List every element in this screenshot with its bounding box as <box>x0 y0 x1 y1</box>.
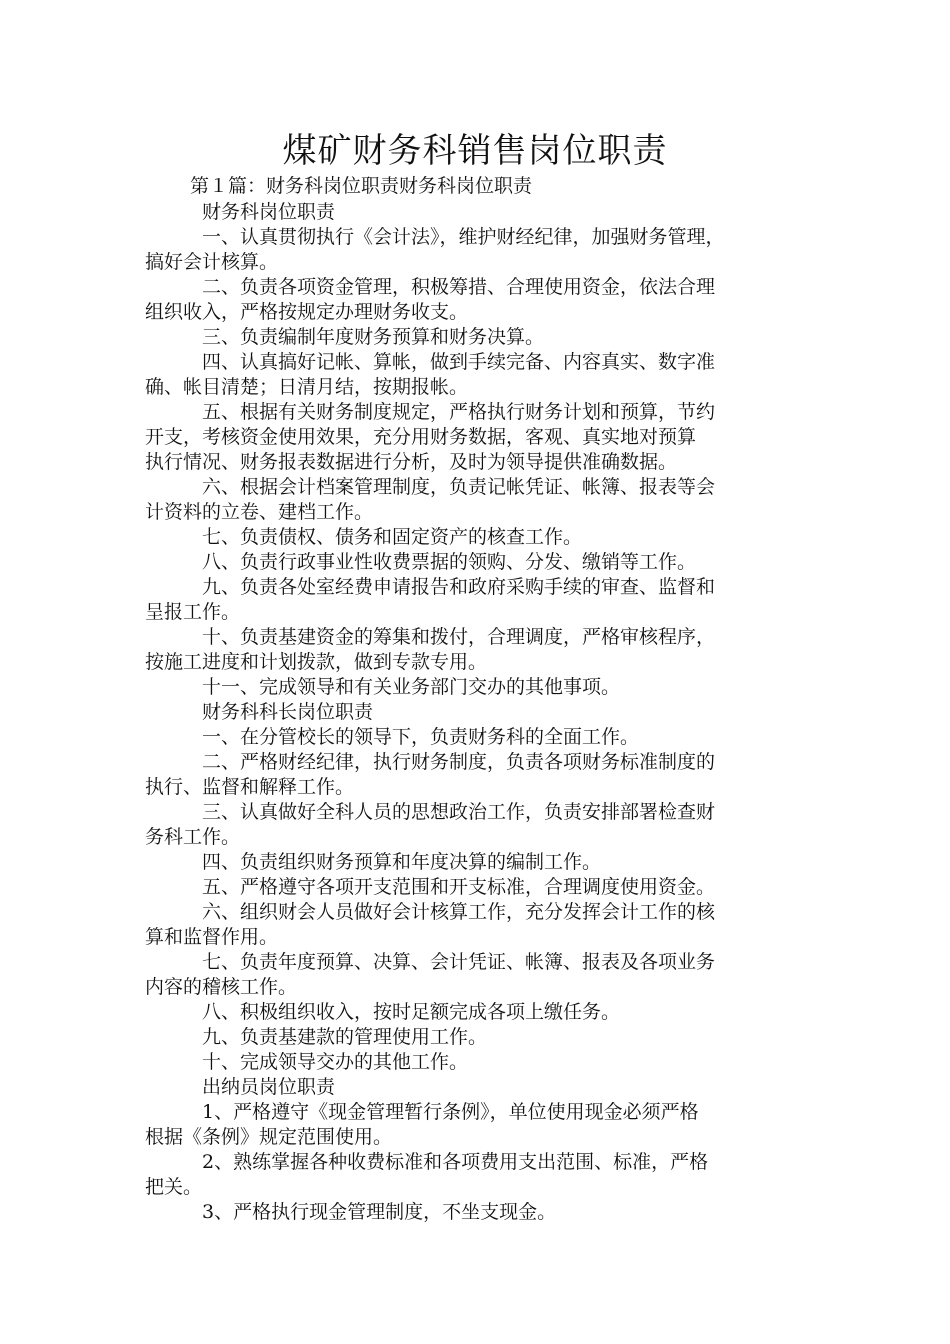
text-line: 一、在分管校长的领导下，负责财务科的全面工作。 <box>202 726 640 748</box>
text-line: 四、认真搞好记帐、算帐，做到手续完备、内容真实、数字准 <box>202 351 716 373</box>
document-body <box>145 200 810 1225</box>
text-line: 五、根据有关财务制度规定，严格执行财务计划和预算，节约 <box>202 401 716 423</box>
text-line: 七、负责年度预算、决算、会计凭证、帐簿、报表及各项业务 <box>202 951 716 973</box>
text-line: 开支，考核资金使用效果，充分用财务数据，客观、真实地对预算 <box>145 426 697 448</box>
text-line: 一、认真贯彻执行《会计法》，维护财经纪律，加强财务管理， <box>202 226 725 248</box>
text-line: 十、负责基建资金的筹集和拨付，合理调度，严格审核程序， <box>202 626 716 648</box>
text-line: 九、负责各处室经费申请报告和政府采购手续的审查、监督和 <box>202 576 716 598</box>
text-line: 按施工进度和计划拨款，做到专款专用。 <box>145 651 488 673</box>
text-line: 十、完成领导交办的其他工作。 <box>202 1051 469 1073</box>
text-line: 财务科岗位职责 <box>202 201 336 223</box>
text-line: 3、严格执行现金管理制度，不坐支现金。 <box>202 1201 557 1223</box>
text-line: 财务科科长岗位职责 <box>202 701 374 723</box>
text-line: 2、熟练掌握各种收费标准和各项费用支出范围、标准，严格 <box>202 1151 709 1173</box>
text-line: 执行、监督和解释工作。 <box>145 776 355 798</box>
text-line: 呈报工作。 <box>145 601 241 623</box>
text-line: 八、负责行政事业性收费票据的领购、分发、缴销等工作。 <box>202 551 697 573</box>
text-line: 出纳员岗位职责 <box>202 1076 336 1098</box>
text-line: 内容的稽核工作。 <box>145 976 298 998</box>
text-line: 八、积极组织收入，按时足额完成各项上缴任务。 <box>202 1001 621 1023</box>
text-line: 计资料的立卷、建档工作。 <box>145 501 374 523</box>
text-line: 组织收入，严格按规定办理财务收支。 <box>145 301 469 323</box>
text-line: 三、认真做好全科人员的思想政治工作，负责安排部署检查财 <box>202 801 716 823</box>
text-line: 六、组织财会人员做好会计核算工作，充分发挥会计工作的核 <box>202 901 716 923</box>
text-line: 搞好会计核算。 <box>145 251 279 273</box>
text-line: 二、负责各项资金管理，积极筹措、合理使用资金，依法合理 <box>202 276 716 298</box>
text-line: 九、负责基建款的管理使用工作。 <box>202 1026 488 1048</box>
text-line: 1、严格遵守《现金管理暂行条例》，单位使用现金必须严格 <box>202 1101 699 1123</box>
text-line: 执行情况、财务报表数据进行分析，及时为领导提供准确数据。 <box>145 451 678 473</box>
document-title: 煤矿财务科销售岗位职责 <box>282 131 668 171</box>
text-line: 三、负责编制年度财务预算和财务决算。 <box>202 326 545 348</box>
text-line: 确、帐目清楚；日清月结，按期报帐。 <box>145 376 469 398</box>
text-line: 算和监督作用。 <box>145 926 279 948</box>
text-line: 十一、完成领导和有关业务部门交办的其他事项。 <box>202 676 621 698</box>
text-line: 六、根据会计档案管理制度，负责记帐凭证、帐簿、报表等会 <box>202 476 716 498</box>
text-line: 根据《条例》规定范围使用。 <box>145 1126 393 1148</box>
text-line: 务科工作。 <box>145 826 241 848</box>
section-heading: 第１篇：财务科岗位职责财务科岗位职责 <box>190 175 533 197</box>
text-line: 把关。 <box>145 1176 203 1198</box>
text-line: 五、严格遵守各项开支范围和开支标准，合理调度使用资金。 <box>202 876 716 898</box>
text-line: 七、负责债权、债务和固定资产的核查工作。 <box>202 526 583 548</box>
text-line: 四、负责组织财务预算和年度决算的编制工作。 <box>202 851 602 873</box>
text-line: 二、严格财经纪律，执行财务制度，负责各项财务标准制度的 <box>202 751 716 773</box>
